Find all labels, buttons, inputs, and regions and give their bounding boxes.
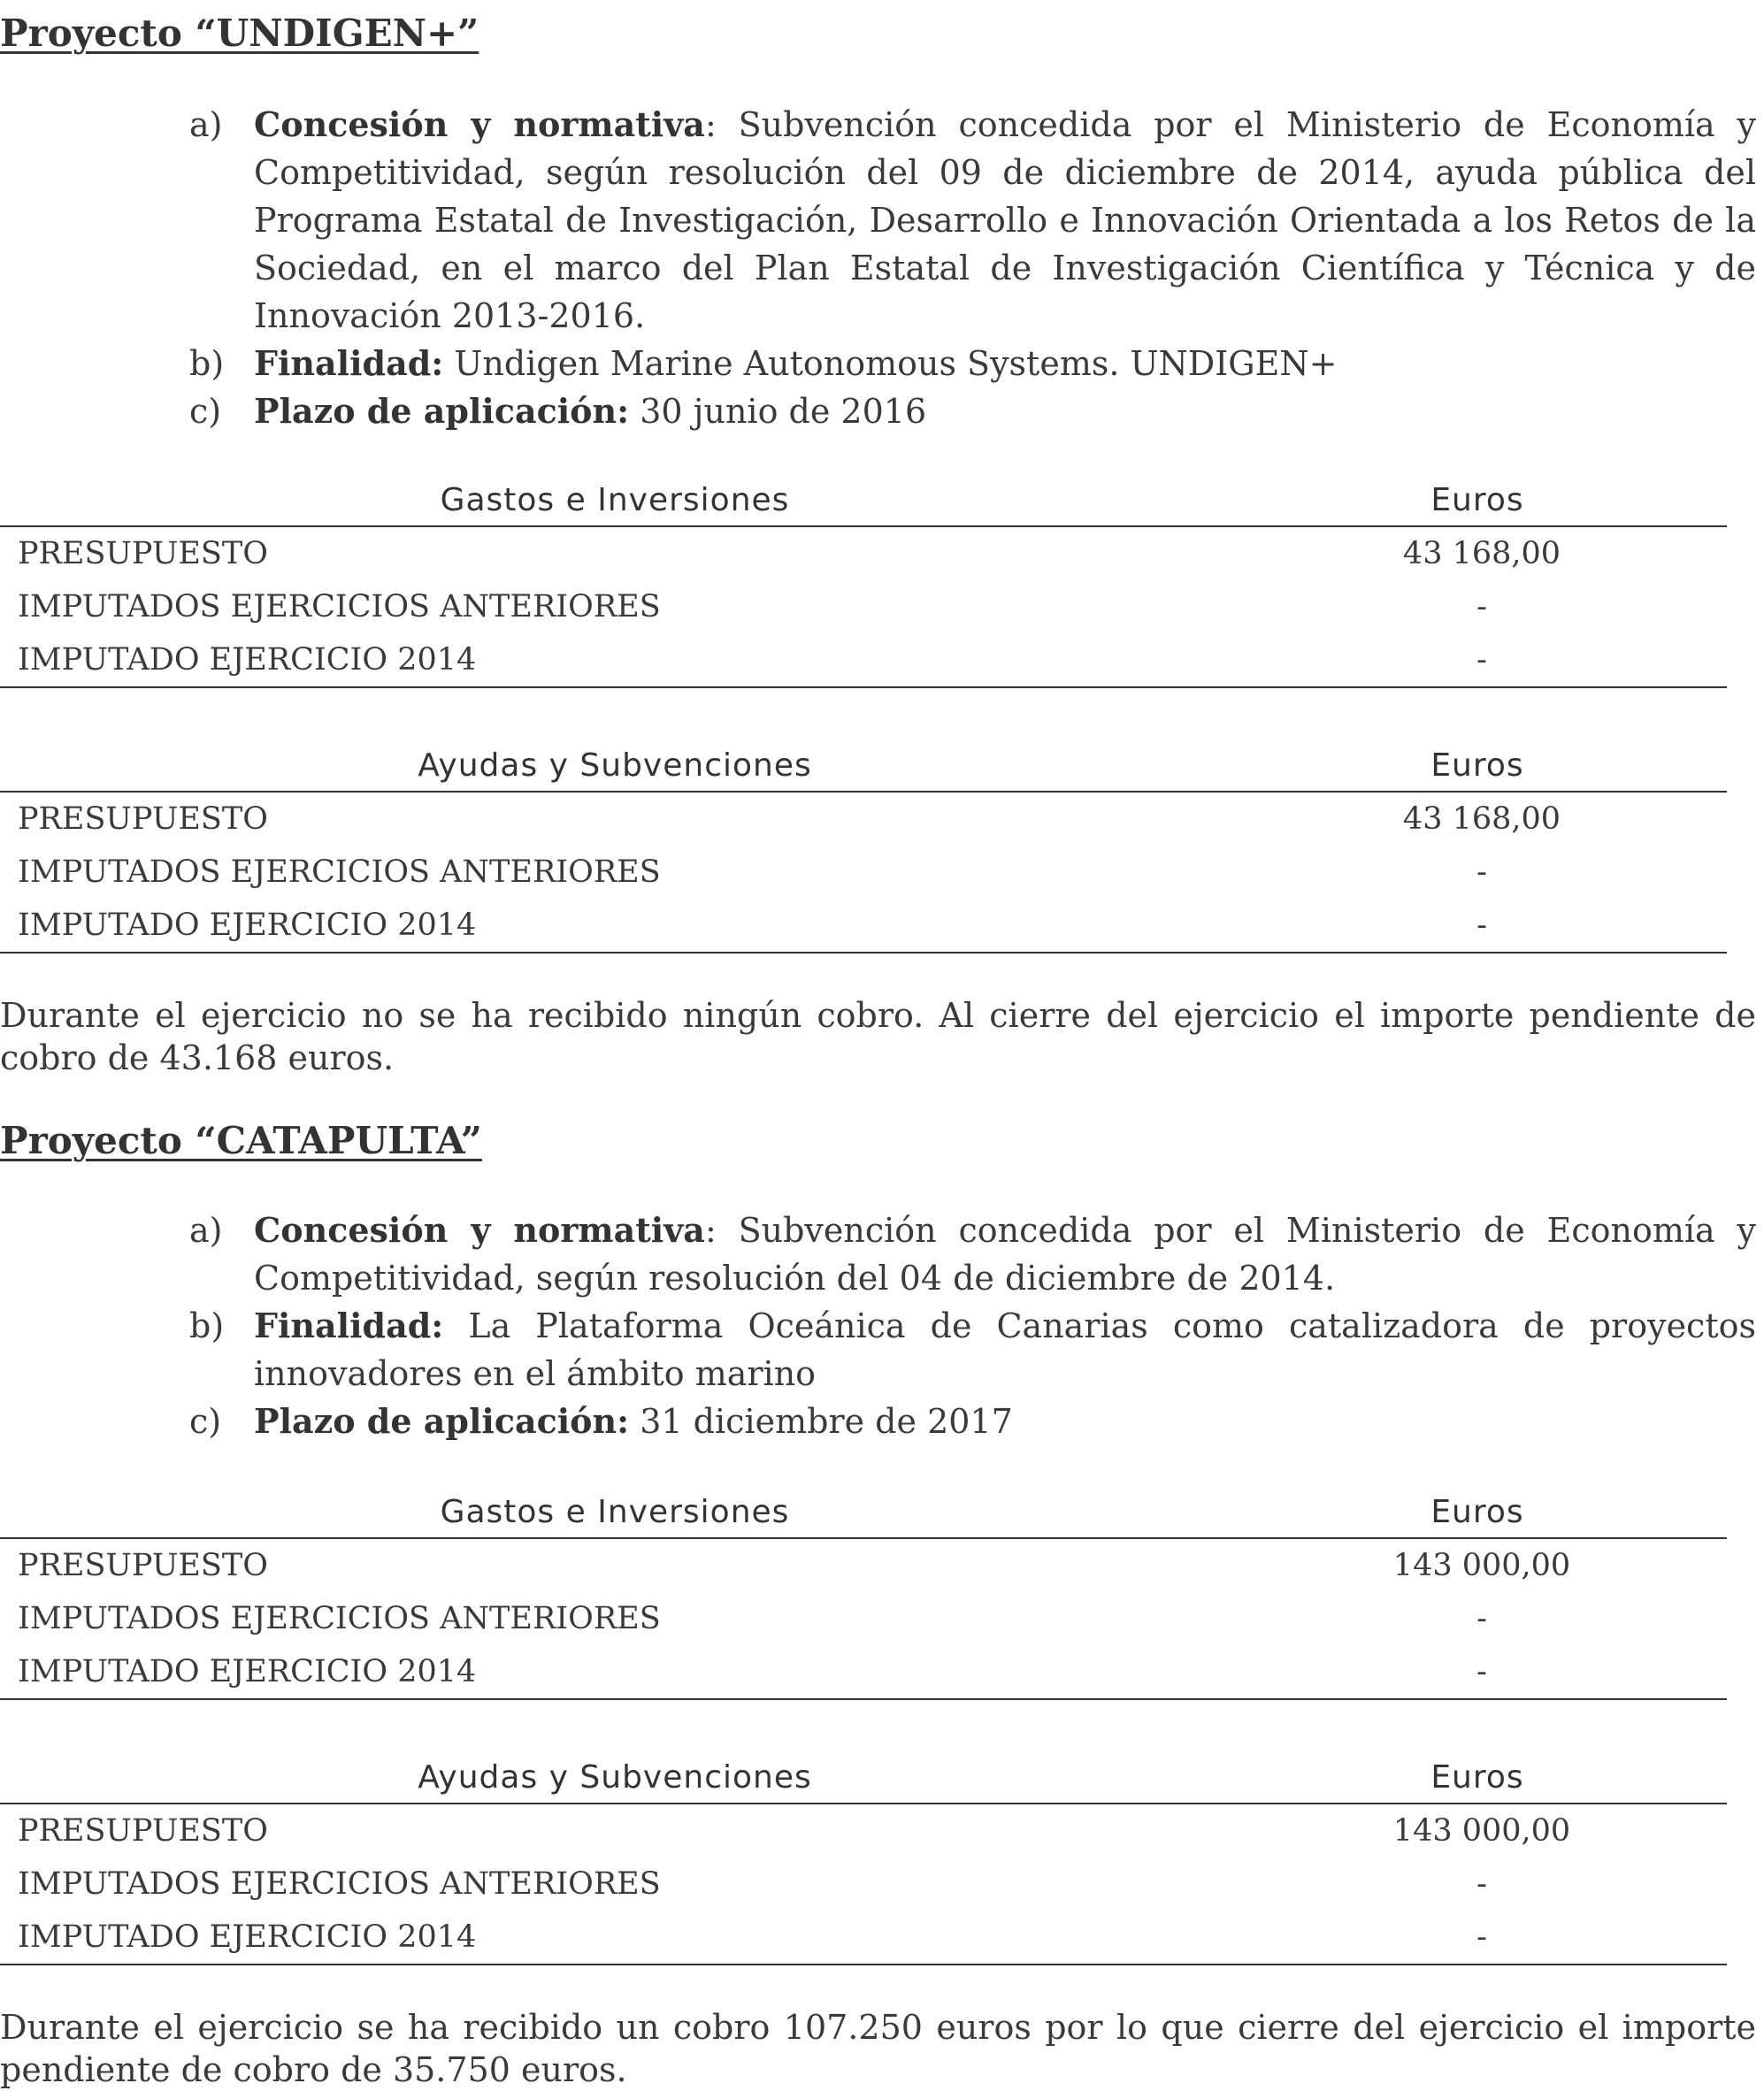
table-header-label: Gastos e Inversiones (440, 482, 790, 518)
table-header-label: Ayudas y Subvenciones (418, 1759, 812, 1796)
item-text: Subvención concedida por el Ministerio de Economía y Competitividad, según resolución del 04 de diciembre de 2014. (254, 1211, 1756, 1298)
row-label: PRESUPUESTO (18, 1548, 268, 1583)
table-row (0, 846, 1727, 899)
row-value: - (1476, 589, 1487, 624)
row-value: 43 168,00 (1402, 801, 1561, 837)
table-header-label: Gastos e Inversiones (440, 1494, 790, 1530)
table-row (0, 1911, 1727, 1964)
row-value: - (1476, 1601, 1487, 1636)
table-row (0, 1539, 1727, 1592)
item-label: Plazo de aplicación: (254, 1401, 630, 1441)
table-header (0, 1757, 1727, 1804)
item-separator: : (704, 105, 717, 144)
item-separator: : (704, 1211, 717, 1250)
row-label: IMPUTADO EJERCICIO 2014 (18, 1919, 477, 1955)
project-title-catapulta: Proyecto “CATAPULTA” (0, 1119, 482, 1162)
row-label: IMPUTADOS EJERCICIOS ANTERIORES (18, 854, 661, 890)
row-label: IMPUTADO EJERCICIO 2014 (18, 1654, 477, 1689)
item-text: La Plataforma Oceánica de Canarias como catalizadora de proyectos innovadores en el ámbito marino (254, 1306, 1756, 1393)
row-label: IMPUTADO EJERCICIO 2014 (18, 642, 477, 678)
table-bottom-rule (0, 1698, 1727, 1700)
item-marker: a) (189, 1211, 223, 1250)
table-header (0, 479, 1727, 527)
detail-item-finalidad (0, 340, 1756, 387)
row-value: - (1476, 1654, 1487, 1689)
item-text: Undigen Marine Autonomous Systems. UNDIGEN+ (443, 344, 1338, 383)
project-details-undigen (0, 101, 1756, 435)
table-row (0, 1804, 1727, 1857)
table-row (0, 580, 1727, 633)
row-label: PRESUPUESTO (18, 536, 268, 571)
table-gastos-undigen (0, 479, 1727, 688)
item-text: 31 diciembre de 2017 (629, 1402, 1013, 1441)
table-header-label: Ayudas y Subvenciones (418, 747, 812, 784)
row-value: 143 000,00 (1392, 1813, 1571, 1849)
row-label: IMPUTADOS EJERCICIOS ANTERIORES (18, 589, 661, 624)
row-label: IMPUTADOS EJERCICIOS ANTERIORES (18, 1601, 661, 1636)
row-value: 43 168,00 (1402, 536, 1561, 571)
table-bottom-rule (0, 952, 1727, 954)
item-text: Subvención concedida por el Ministerio de Economía y Competitividad, según resolución del 09 de diciembre de 2014, ayuda pública del Programa Estatal de Investigación, Desarrollo e Innovación Orientada a los Retos de la Sociedad, en el marco del Plan Estatal de Investigación Científica y Técnica y de Innovación 2013-2016. (254, 105, 1756, 335)
item-label: Finalidad: (254, 343, 444, 383)
row-label: IMPUTADOS EJERCICIOS ANTERIORES (18, 1866, 661, 1902)
detail-item-finalidad (0, 1302, 1756, 1398)
project-title-undigen: Proyecto “UNDIGEN+” (0, 11, 479, 55)
item-label: Concesión y normativa (254, 104, 705, 144)
item-marker: c) (189, 1402, 222, 1441)
detail-item-concesion (0, 101, 1756, 340)
row-value: - (1476, 908, 1487, 943)
row-value: - (1476, 1866, 1487, 1902)
item-label: Concesión y normativa (254, 1210, 705, 1250)
row-value: - (1476, 854, 1487, 890)
project-note-undigen: Durante el ejercicio no se ha recibido ningún cobro. Al cierre del ejercicio el importe pendiente de cobro de 43.168 euros. (0, 996, 1756, 1077)
table-ayudas-undigen (0, 745, 1727, 954)
table-gastos-catapulta (0, 1491, 1727, 1700)
table-row (0, 1592, 1727, 1645)
table-header (0, 1491, 1727, 1539)
item-marker: b) (189, 344, 225, 383)
table-bottom-rule (0, 1964, 1727, 1965)
detail-item-concesion (0, 1206, 1756, 1302)
project-details-catapulta (0, 1206, 1756, 1445)
table-row (0, 1857, 1727, 1911)
row-value: 143 000,00 (1392, 1548, 1571, 1583)
item-marker: a) (189, 105, 223, 144)
table-header-value: Euros (1430, 1759, 1524, 1796)
table-row (0, 527, 1727, 580)
row-value: - (1476, 642, 1487, 678)
detail-item-plazo (0, 387, 1756, 435)
project-note-catapulta: Durante el ejercicio se ha recibido un cobro 107.250 euros por lo que cierre del ejercicio el importe pendiente de cobro de 35.750 euros. (0, 2008, 1756, 2089)
table-row (0, 1645, 1727, 1698)
item-text: 30 junio de 2016 (629, 392, 927, 431)
item-label: Plazo de aplicación: (254, 391, 630, 431)
table-header-value: Euros (1430, 747, 1524, 784)
table-row (0, 633, 1727, 686)
row-label: IMPUTADO EJERCICIO 2014 (18, 908, 477, 943)
table-row (0, 793, 1727, 846)
table-header-value: Euros (1430, 482, 1524, 518)
item-marker: b) (189, 1306, 225, 1345)
row-label: PRESUPUESTO (18, 1813, 268, 1849)
detail-item-plazo (0, 1398, 1756, 1445)
item-marker: c) (189, 392, 222, 431)
table-header-value: Euros (1430, 1494, 1524, 1530)
item-label: Finalidad: (254, 1306, 444, 1345)
row-value: - (1476, 1919, 1487, 1955)
table-ayudas-catapulta (0, 1757, 1727, 1965)
table-bottom-rule (0, 686, 1727, 688)
row-label: PRESUPUESTO (18, 801, 268, 837)
table-header (0, 745, 1727, 793)
table-row (0, 899, 1727, 952)
